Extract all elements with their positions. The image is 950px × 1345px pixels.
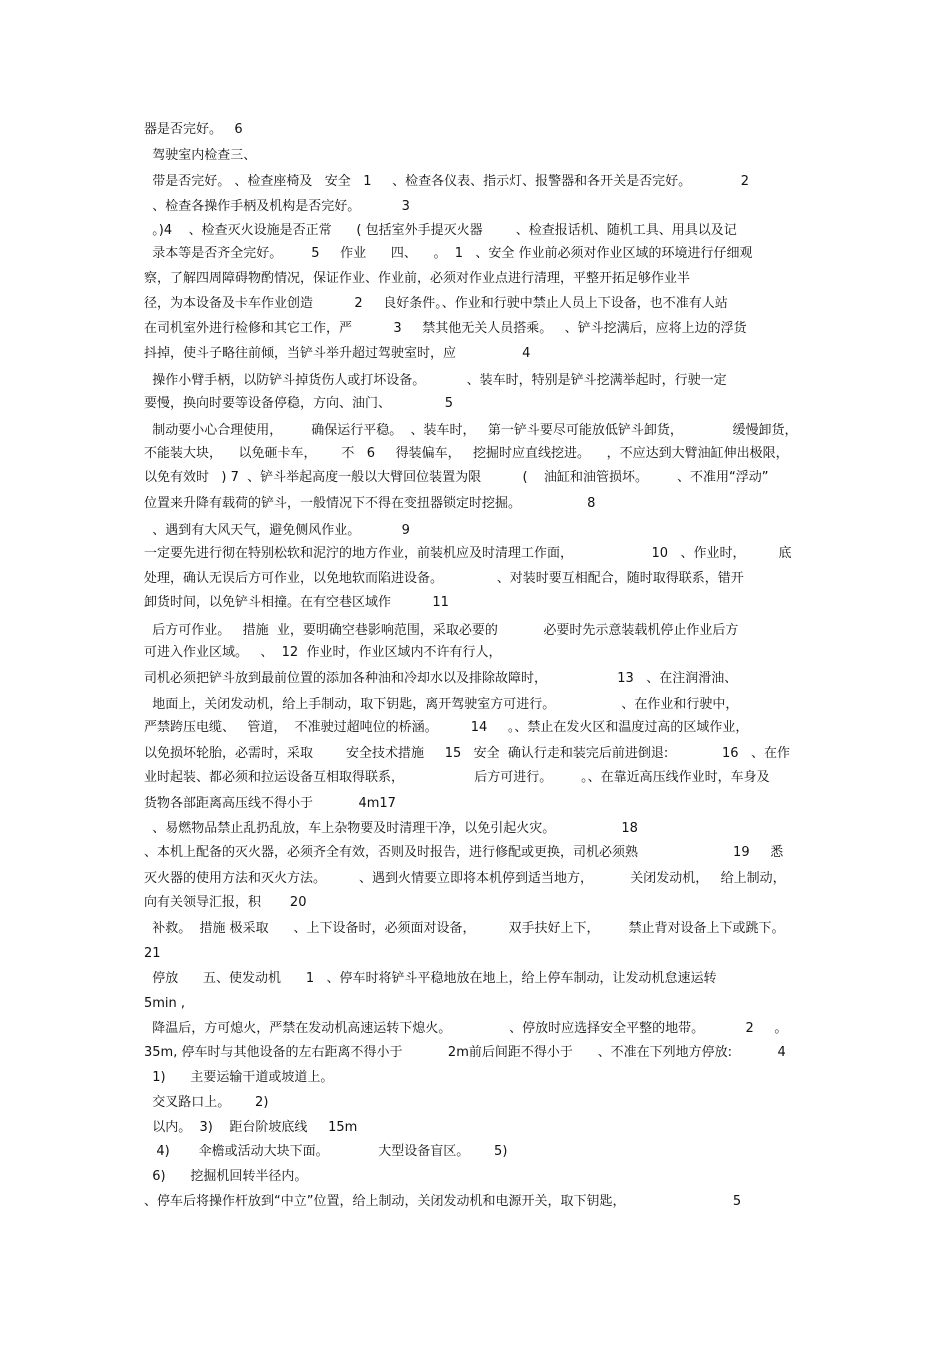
text-line: 径，为本设备及卡车作业创造 2 良好条件。、作业和行驶中禁止人员上下设备，也不准有人站 [144, 296, 728, 311]
text-line: 操作小臂手柄，以防铲斗掉货伤人或打坏设备。 、装车时，特别是铲斗挖满举起时，行驶一定 [144, 373, 727, 388]
text-line: 、遇到有大风天气，避免侧风作业。 9 [144, 523, 410, 538]
text-line: 严禁跨压电缆、 管道， 不准驶过超吨位的桥涵。 14 。、禁止在发火区和温度过高的区域作业， [144, 720, 749, 735]
text-line: 1) 主要运输干道或坡道上。 [144, 1070, 334, 1085]
text-line: 向有关领导汇报，积 20 [144, 895, 307, 910]
text-line: 补救。 措施 极采取 、上下设备时，必须面对设备， 双手扶好上下， 禁止背对设备上下或跳下。 [144, 921, 785, 936]
text-line: 4) 伞檐或活动大块下面。 大型设备盲区。 5) [144, 1144, 508, 1159]
text-line: 察，了解四周障碍物酌情况，保证作业、作业前，必须对作业点进行清理，平整开拓足够作业半 [144, 271, 691, 286]
text-line: 在司机室外进行检修和其它工作，严 3 禁其他无关人员搭乘。 、铲斗挖满后，应将上边的浮货 [144, 321, 747, 336]
text-line: 器是否完好。 6 [144, 122, 243, 137]
text-line: 35m, 停车时与其他设备的左右距离不得小于 2m前后间距不得小于 、不准在下列地方停放: 4 [144, 1045, 786, 1060]
text-line: 处理，确认无误后方可作业，以免地软而陷进设备。 、对装时要互相配合，随时取得联系，错开 [144, 571, 744, 586]
text-line: 抖掉，使斗子略往前倾，当铲斗举升超过驾驶室时，应 4 [144, 346, 531, 361]
text-line: 业时起装、都必须和拉运设备互相取得联系， 后方可进行。 。、在靠近高压线作业时，车身及 [144, 770, 770, 785]
text-line: 、易燃物品禁止乱扔乱放，车上杂物要及时清理干净，以免引起火灾。 18 [144, 821, 638, 836]
text-line: 灭火器的使用方法和灭火方法。 、遇到火情要立即将本机停到适当地方， 关闭发动机， 给上制动， [144, 871, 786, 886]
text-line: 交叉路口上。 2) [144, 1095, 269, 1110]
text-line: 不能装大块， 以免砸卡车， 不 6 得装偏车， 挖掘时应直线挖进。 ，不应达到大臂油缸伸出极限， [144, 446, 789, 461]
text-line: 要慢，换向时要等设备停稳，方向、油门、 5 [144, 396, 453, 411]
text-line: 。)4 、检查灭火设施是否正常 ( 包括室外手提灭火器 、检查报话机、随机工具、用具以及记 [144, 223, 737, 238]
text-line: 司机必须把铲斗放到最前位置的添加各种油和冷却水以及排除故障时， 13 、在注润滑油、 [144, 671, 738, 686]
text-line: 位置来升降有载荷的铲斗，一般情况下不得在变扭器锁定时挖掘。 8 [144, 496, 596, 511]
text-line: 21 [144, 946, 161, 961]
text-line: 、检查各操作手柄及机构是否完好。 3 [144, 199, 410, 214]
text-line: 制动要小心合理使用， 确保运行平稳。 、装车时， 第一铲斗要尽可能放低铲斗卸货， 缓慢卸货， [144, 423, 798, 438]
text-line: 以内。 3) 距台阶坡底线 15m [144, 1120, 358, 1135]
text-line: 驾驶室内检查三、 [144, 148, 257, 163]
text-line: 一定要先进行彻在特别松软和泥泞的地方作业，前装机应及时清理工作面， 10 、作业时， 底 [144, 546, 792, 561]
text-line: 降温后，方可熄火，严禁在发动机高速运转下熄火。 、停放时应选择安全平整的地带。 2 。 [144, 1021, 788, 1036]
text-line: 停放 五、使发动机 1 、停车时将铲斗平稳地放在地上，给上停车制动，让发动机怠速运转 [144, 971, 717, 986]
text-line: 可进入作业区域。 、 12 作业时，作业区域内不许有行人， [144, 645, 502, 660]
text-line: 带是否完好。 、检查座椅及 安全 1 、检查各仪表、指示灯、报警器和各开关是否完好。 2 [144, 174, 749, 189]
text-line: 后方可作业。 措施 业，要明确空巷影响范围，采取必要的 必要时先示意装载机停止作业后方 [144, 623, 739, 638]
text-line: 卸货时间，以免铲斗相撞。在有空巷区域作 11 [144, 595, 449, 610]
text-line: 、本机上配备的灭火器，必须齐全有效，否则及时报告，进行修配或更换，司机必须熟 19 悉 [144, 845, 784, 860]
text-line: 录本等是否齐全完好。 5 作业 四、 。 1 、安全 作业前必须对作业区域的环境进行仔细观 [144, 246, 753, 261]
text-line: 货物各部距离高压线不得小于 4m17 [144, 796, 396, 811]
text-line: 以免有效时 ) 7 、铲斗举起高度一般以大臂回位装置为限 ( 油缸和油管损坏。 、不准用“浮动” [144, 470, 769, 485]
text-line: 、停车后将操作杆放到“中立”位置，给上制动，关闭发动机和电源开关，取下钥匙， 5 [144, 1194, 742, 1209]
text-line: 6) 挖掘机回转半径内。 [144, 1169, 308, 1184]
text-line: 以免损坏轮胎，必需时，采取 安全技术措施 15 安全 确认行走和装完后前进倒退: 16 、在作 [144, 746, 790, 761]
text-line: 地面上，关闭发动机，给上手制动，取下钥匙，离开驾驶室方可进行。 、在作业和行驶中， [144, 697, 739, 712]
text-line: 5min , [144, 996, 186, 1011]
